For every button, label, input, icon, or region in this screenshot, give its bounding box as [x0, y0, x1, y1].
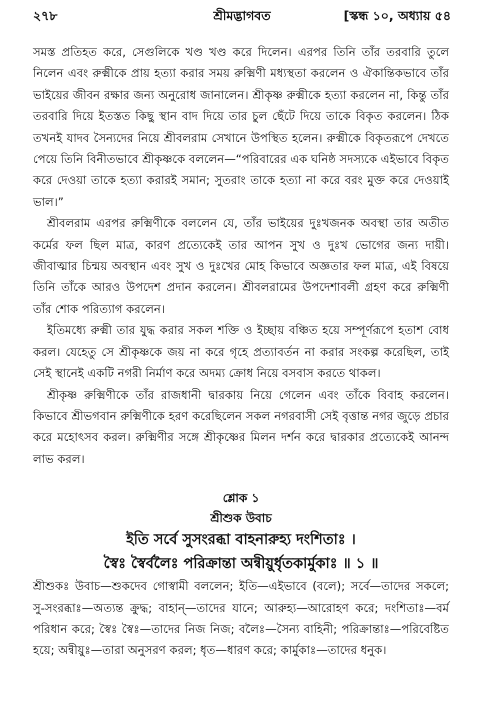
- paragraph: শ্রীকৃষ্ণ রুক্মিণীকে তাঁর রাজধানী দ্বারকায় নিয়ে গেলেন এবং তাঁকে বিবাহ করলেন। কিভাবে শ্রীভগবান রুক্মিণীকে হরণ করেছিলেন সকল নগরবাসী সেই বৃত্তান্ত নগর জুড়ে প্রচার করে মহোৎসব করল। রুক্মিণীর সঙ্গে শ্রীকৃষ্ণের মিলন দর্শন করে দ্বারকার প্রত্যেকেই আনন্দ লাভ করল।: [33, 387, 449, 466]
- chapter-reference: [স্কন্ধ ১০, অধ্যায় ৫৪: [343, 8, 451, 23]
- sloka-speaker: শ্রীশুক উবাচ: [210, 511, 272, 526]
- word-gloss: শ্রীশুকঃ উবাচ—শুকদেব গোস্বামী বললেন; ইতি—এইভাবে (বলে); সর্বে—তাদের সকলে; সু-সংরব্ধাঃ—অত্যন্ত ক্রুদ্ধ; বাহান্—তাদের যানে; আরুহ্য—আরোহণ করে; দংশিতাঃ—বর্ম পরিধান করে; স্বৈঃ স্বৈঃ—তাদের নিজ নিজ; বলৈঃ—সৈন্য বাহিনী; পরিক্রান্তাঃ—পরিবেষ্টিত হয়ে; অন্বীয়ুঃ—তারা অনুসরণ করল; ধৃত—ধারণ করে; কার্মুকাঃ—তাদের ধনুক।: [33, 579, 449, 658]
- verse-line: ইতি সর্বে সুসংরব্ধা বাহনারুহ্য দংশিতাঃ ।: [126, 532, 356, 549]
- book-title: শ্রীমদ্ভাগবত: [213, 8, 271, 23]
- paragraph: শ্রীবলরাম এরপর রুক্মিণীকে বললেন যে, তাঁর ভাইয়ের দুঃখজনক অবস্থা তার অতীত কর্মের ফল ছিল মাত্র, কারণ প্রত্যেকেই তার আপন সুখ ও দুঃখ ভোগের জন্য দায়ী। জীবাত্মার চিন্ময় অবস্থান এবং সুখ ও দুঃখের মোহ কিভাবে অজ্ঞতার ফল মাত্র, এই বিষয়ে তিনি তাঁকে আরও উপদেশ প্রদান করলেন। শ্রীবলরামের উপদেশাবলী গ্রহণ করে রুক্মিণী তাঁর শোক পরিত্যাগ করলেন।: [33, 216, 449, 316]
- page-body: [33, 42, 449, 662]
- sloka-heading: শ্লোক ১: [222, 491, 260, 506]
- paragraph: ইতিমধ্যে রুক্মী তার যুদ্ধ করার সকল শক্তি ও ইচ্ছায় বঞ্চিত হয়ে সম্পূর্ণরূপে হতাশ বোধ করল। যেহেতু সে শ্রীকৃষ্ণকে জয় না করে গৃহে প্রত্যাবর্তন না করার সংকল্প করেছিল, তাই সেই স্থানেই একটি নগরী নির্মাণ করে অদম্য ক্রোধ নিয়ে বসবাস করতে থাকল।: [33, 323, 449, 381]
- page-header: [33, 6, 451, 30]
- verse-line: স্বৈঃ স্বৈর্বলৈঃ পরিক্রান্তা অন্বীয়ুর্ধৃতকার্মুকাঃ ॥ ১ ॥: [103, 556, 379, 573]
- page-number: ২৭৮: [33, 8, 58, 23]
- paragraph: সমস্ত প্রতিহত করে, সেগুলিকে খণ্ড খণ্ড করে দিলেন। এরপর তিনি তাঁর তরবারি তুলে নিলেন এবং রুক্মীকে প্রায় হত্যা করার সময় রুক্মিণী মধ্যস্থতা করলেন ও ঐকান্তিকভাবে তাঁর ভাইয়ের জীবন রক্ষার জন্য অনুরোধ জানালেন। শ্রীকৃষ্ণ রুক্মীকে হত্যা করলেন না, কিন্তু তাঁর তরবারি দিয়ে ইতস্তত কিছু স্থান বাদ দিয়ে তার চুল ছেঁটে দিয়ে তাকে বিকৃত করলেন। ঠিক তখনই যাদব সৈন্যদের নিয়ে শ্রীবলরাম সেখানে উপস্থিত হলেন। রুক্মীকে বিকৃতরূপে দেখতে পেয়ে তিনি বিনীতভাবে শ্রীকৃষ্ণকে বললেন—“পরিবারের এক ঘনিষ্ঠ সদস্যকে এইভাবে বিকৃত করে দেওয়া তাকে হত্যা করারই সমান; সুতরাং তাকে হত্যা না করে বরং মুক্ত করে দেওয়াই ভাল।”: [33, 45, 449, 209]
